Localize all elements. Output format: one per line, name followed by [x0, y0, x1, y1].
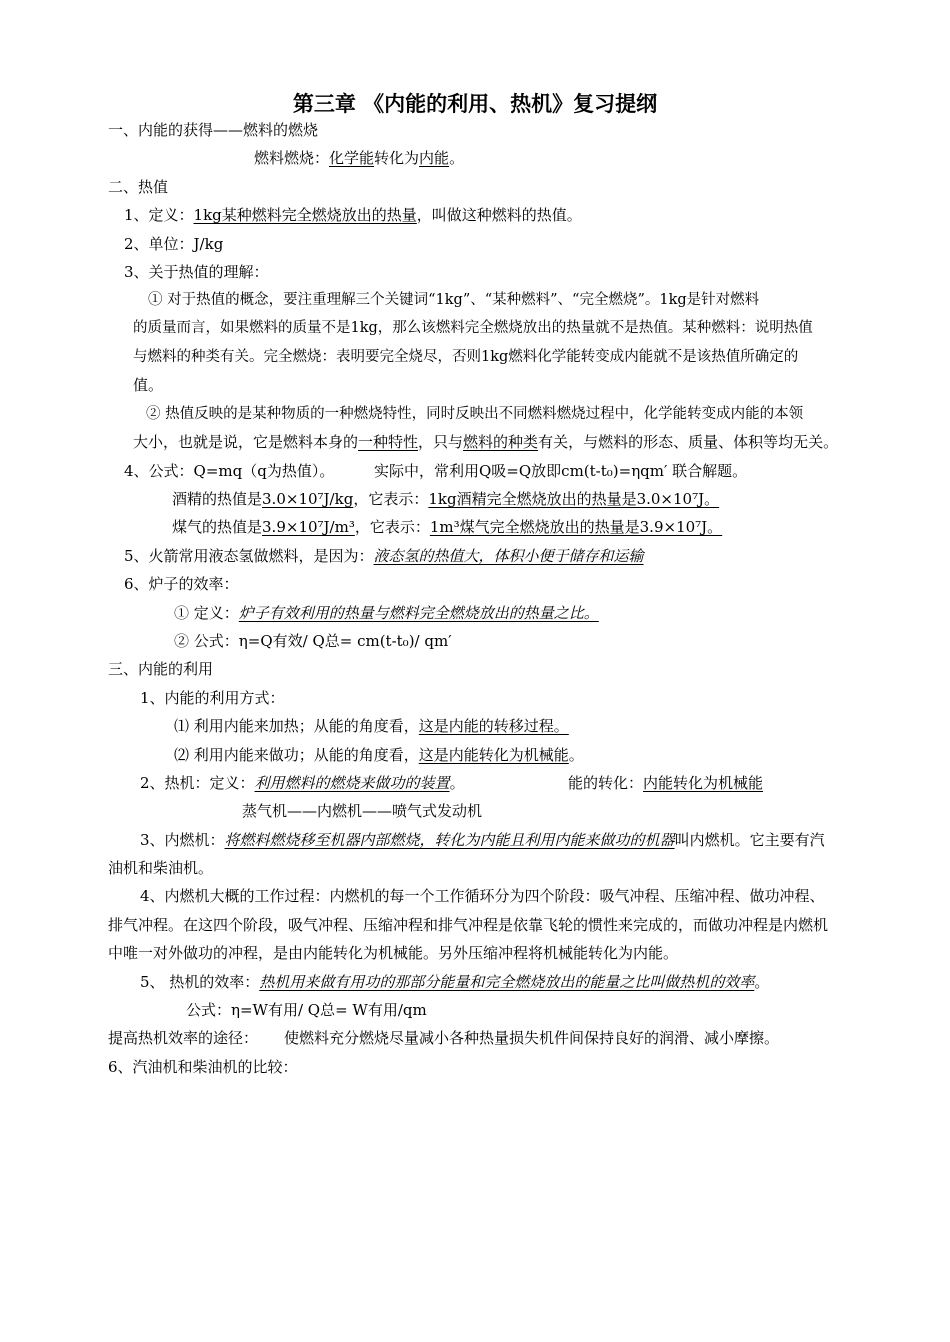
heat-value-definition: 1、定义：1kg某种燃料完全燃烧放出的热量，叫做这种燃料的热值。 — [124, 206, 582, 224]
point2-line2: 大小，也就是说，它是燃料本身的一种特性，只与燃料的种类有关，与燃料的形态、质量、体积等均无关。 — [133, 433, 839, 451]
section3-heading: 三、内能的利用 — [108, 660, 214, 678]
internal-energy-uses: 1、内能的利用方式： — [140, 689, 285, 707]
gas-heat-value: 煤气的热值是3.9×10⁷J/m³，它表示：1m³煤气完全燃烧放出的热量是3.9×10⁷J。 — [172, 518, 723, 536]
work-process-line2: 排气冲程。在这四个阶段，吸气冲程、压缩冲程和排气冲程是依靠飞轮的惯性来完成的，而做功冲程是内燃机 — [108, 916, 829, 934]
use-heating: ⑴ 利用内能来加热；从能的角度看，这是内能的转移过程。 — [174, 717, 569, 735]
improve-efficiency: 提高热机效率的途径： 使燃料充分燃烧尽量减小各种热量损失机件间保持良好的润滑、减小摩擦。 — [108, 1029, 780, 1047]
point1-line2: 的质量而言，如果燃料的质量不是1kg，那么该燃料完全燃烧放出的热量就不是热值。某种燃料：说明热值 — [133, 320, 813, 336]
point1-line3: 与燃料的种类有关。完全燃烧：表明要完全烧尽，否则1kg燃料化学能转变成内能就不是该热值所确定的 — [133, 349, 799, 365]
formula-q: 4、公式：Q=mq（q为热值）。 — [124, 462, 335, 480]
stove-efficiency: 6、炉子的效率： — [124, 575, 239, 593]
work-process-line1: 4、内燃机大概的工作过程：内燃机的每一个工作循环分为四个阶段：吸气冲程、压缩冲程、做功冲程、 — [140, 887, 825, 905]
heat-value-unit: 2、单位：J/kg — [124, 235, 224, 253]
stove-definition: ① 定义：炉子有效利用的热量与燃料完全燃烧放出的热量之比。 — [174, 604, 599, 622]
section1-heading: 一、内能的获得——燃料的燃烧 — [108, 121, 319, 139]
engine-efficiency-formula: 公式：η=W有用/ Q总= W有用/qm — [186, 1001, 427, 1019]
point1-line4: 值。 — [133, 376, 164, 394]
alcohol-heat-value: 酒精的热值是3.0×10⁷J/kg，它表示：1kg酒精完全燃烧放出的热量是3.0×10⁷J。 — [172, 490, 720, 508]
heat-engine-definition: 2、热机：定义：利用燃料的燃烧来做功的装置。 — [140, 774, 465, 792]
engine-comparison: 6、汽油机和柴油机的比较： — [108, 1058, 298, 1076]
engine-types: 蒸气机——内燃机——喷气式发动机 — [242, 802, 483, 820]
work-process-line3: 中唯一对外做功的冲程，是由内能转化为机械能。另外压缩冲程将机械能转化为内能。 — [108, 944, 679, 962]
engine-efficiency: 5、 热机的效率：热机用来做有用功的那部分能量和完全燃烧放出的能量之比叫做热机的效率。 — [140, 973, 770, 991]
combustion-line: 燃料燃烧：化学能转化为内能。 — [254, 149, 465, 167]
stove-formula: ② 公式：η=Q有效/ Q总= cm(t-t₀)/ qm′ — [174, 632, 452, 650]
ice-definition-line2: 油机和柴油机。 — [108, 859, 214, 877]
formula-practical: 实际中，常利用Q吸=Q放即cm(t-t₀)=ηqm′ 联合解题。 — [374, 462, 748, 480]
energy-conversion: 能的转化：内能转化为机械能 — [568, 774, 764, 792]
use-work: ⑵ 利用内能来做功；从能的角度看，这是内能转化为机械能。 — [174, 746, 584, 764]
ice-definition: 3、内燃机：将燃料燃烧移至机器内部燃烧，转化为内能且利用内能来做功的机器叫内燃机。它主要有汽 — [140, 831, 825, 849]
point2-line1: ② 热值反映的是某种物质的一种燃烧特性，同时反映出不同燃料燃烧过程中，化学能转变成内能的本领 — [146, 406, 804, 422]
rocket-fuel: 5、火箭常用液态氢做燃料，是因为：液态氢的热值大，体积小便于储存和运输 — [124, 547, 644, 565]
section2-heading: 二、热值 — [108, 178, 169, 196]
heat-value-understanding: 3、关于热值的理解： — [124, 263, 269, 281]
point1-line1: ① 对于热值的概念，要注重理解三个关键词“1kg”、“某种燃料”、“完全燃烧”。1kg是针对燃料 — [148, 292, 760, 308]
page-title: 第三章 《内能的利用、热机》复习提纲 — [292, 92, 658, 116]
